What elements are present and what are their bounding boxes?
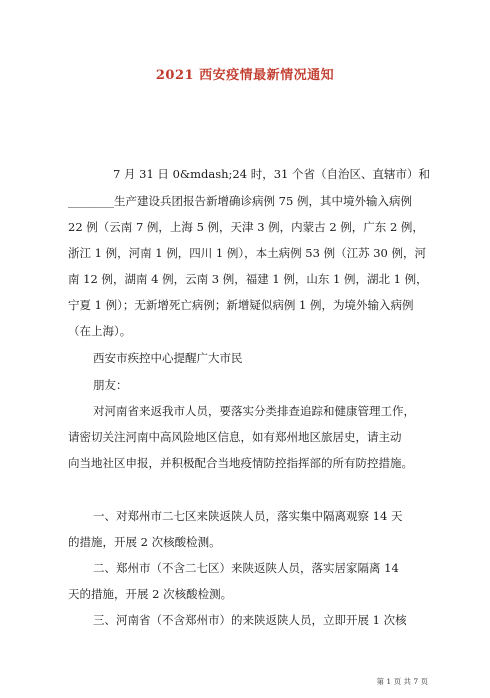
paragraph-1-line-3: 22 例（云南 7 例，上海 5 例，天津 3 例，内蒙古 2 例，广东 2 例， — [68, 220, 424, 234]
item-2-line-2: 天的措施，开展 2 次核酸检测。 — [68, 587, 233, 601]
item-3-line-1: 三、河南省（不含郑州市）的来陕返陕人员，立即开展 1 次核 — [93, 613, 407, 627]
paragraph-1-line-2: ________生产建设兵团报告新增确诊病例 75 例，其中境外输入病例 — [68, 194, 412, 208]
item-1-line-2: 的措施，开展 2 次核酸检测。 — [68, 535, 221, 549]
item-2-line-1: 二、郑州市（不含二七区）来陕返陕人员，落实居家隔离 14 — [93, 561, 399, 575]
salutation: 朋友： — [93, 378, 128, 392]
paragraph-1-line-4: 浙江 1 例，河南 1 例，四川 1 例），本土病例 53 例（江苏 30 例，河 — [68, 246, 427, 260]
notice-from: 西安市疾控中心提醒广大市民 — [93, 351, 243, 365]
paragraph-2-line-2: 请密切关注河南中高风险地区信息，如有郑州地区旅居史，请主动 — [68, 430, 402, 444]
paragraph-1-line-7: （在上海）。 — [68, 324, 132, 338]
paragraph-2-line-3: 向当地社区申报，并积极配合当地疫情防控指挥部的所有防控措施。 — [68, 456, 413, 470]
paragraph-1-line-5: 南 12 例，湖南 4 例，云南 3 例，福建 1 例，山东 1 例，湖北 1 例， — [68, 272, 428, 286]
paragraph-2-line-1: 对河南省来返我市人员，要落实分类排查追踪和健康管理工作， — [93, 404, 415, 418]
paragraph-1-line-6: 宁夏 1 例）；无新增死亡病例；新增疑似病例 1 例，为境外输入病例 — [68, 298, 414, 312]
document-title: 2021 西安疫情最新情况通知 — [155, 68, 335, 83]
page-footer: 第 1 页 共 7 页 — [376, 677, 428, 686]
item-1-line-1: 一、对郑州市二七区来陕返陕人员，落实集中隔离观察 14 天 — [93, 509, 403, 523]
paragraph-1-line-1: 7 月 31 日 0&mdash;24 时，31 个省（自治区、直辖市）和 — [113, 167, 431, 181]
